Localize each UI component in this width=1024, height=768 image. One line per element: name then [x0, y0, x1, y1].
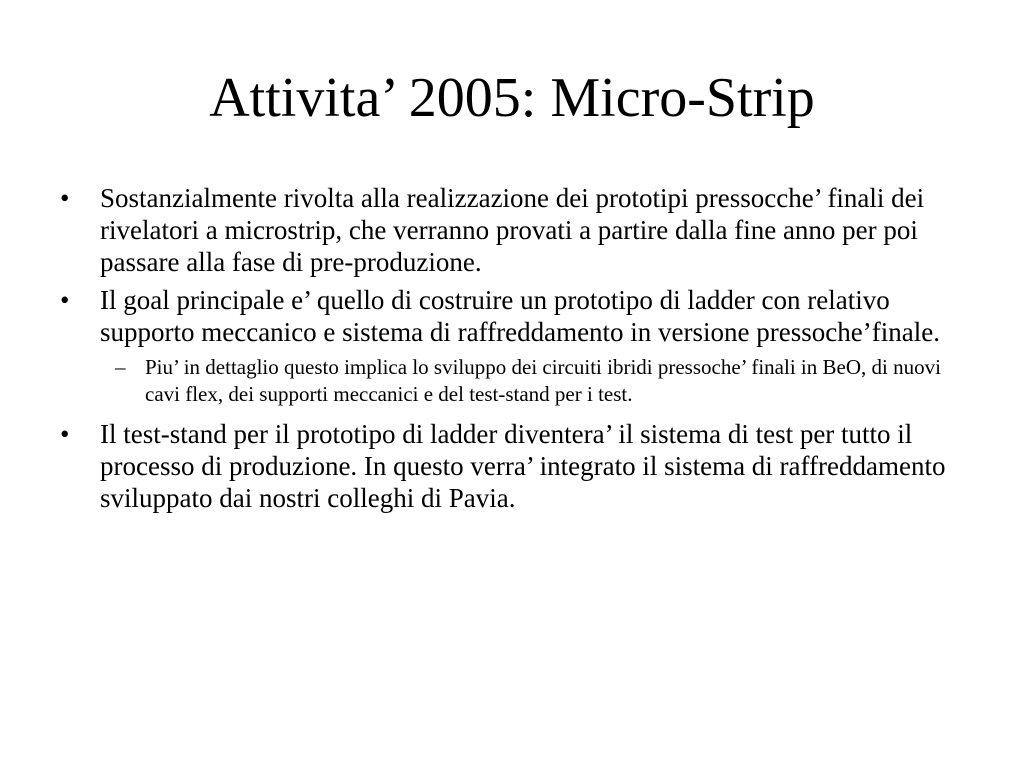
- bullet-item: [60, 182, 980, 278]
- bullet-text: Il test-stand per il prototipo di ladder diventera’ il sistema di test per tutto il processo di produzione. In questo verra’ integrato il sistema di raffreddamento sviluppato dai nostri colleghi di Pavia.: [100, 419, 946, 513]
- bullet-marker: •: [60, 183, 70, 213]
- slide-title: Attivita’ 2005: Micro-Strip: [209, 67, 815, 129]
- bullet-item: [60, 284, 980, 348]
- bullet-marker: •: [60, 285, 70, 315]
- bullet-marker: •: [60, 419, 70, 449]
- sub-bullet-item: [60, 354, 980, 408]
- bullet-text: Sostanzialmente rivolta alla realizzazione dei prototipi pressocche’ finali dei rivelatori a microstrip, che verranno provati a partire dalla fine anno per poi passare alla fase di pre-produzione.: [100, 183, 925, 277]
- sub-bullet-marker: –: [115, 355, 126, 379]
- sub-bullet-text: Piu’ in dettaglio questo implica lo sviluppo dei circuiti ibridi pressoche’ finali in BeO, di nuovi cavi flex, dei supporti meccanici e del test-stand per i test.: [145, 355, 941, 406]
- slide-content: [60, 182, 980, 520]
- bullet-text: Il goal principale e’ quello di costruire un prototipo di ladder con relativo supporto meccanico e sistema di raffreddamento in versione pressoche’finale.: [100, 285, 940, 347]
- bullet-item: [60, 418, 980, 514]
